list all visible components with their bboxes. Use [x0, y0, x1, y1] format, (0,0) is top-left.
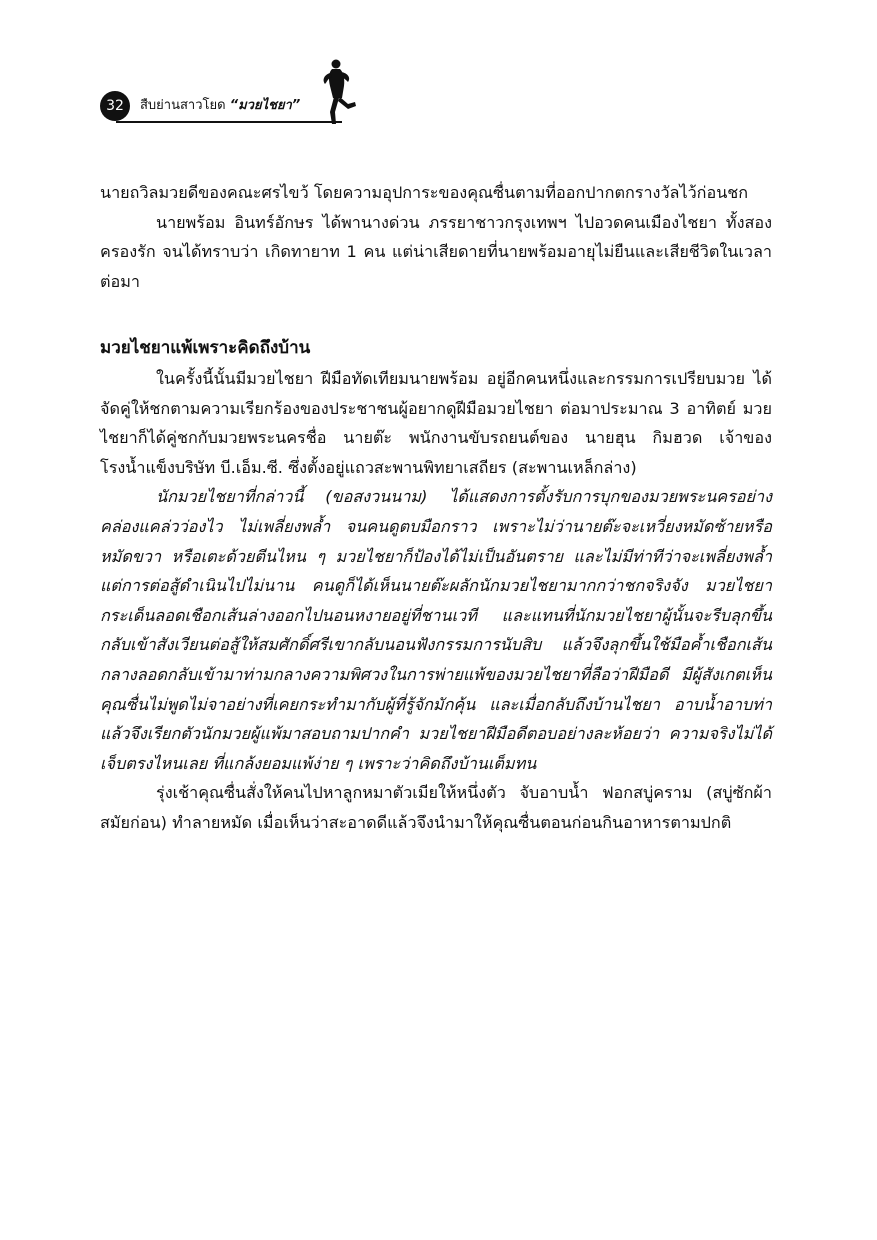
running-title-italic: “มวยไชยา”	[229, 98, 301, 113]
paragraph-3: ในครั้งนี้นั้นมีมวยไชยา ฝีมือทัดเทียมนายพร้อม อยู่อีกคนหนึ่งและกรรมการเปรียบมวย ได้จัดคู่ให้ชกตามความเรียกร้องของประชาชนผู้อยากดูฝีมือมวยไชยา ต่อมาประมาณ 3 อาทิตย์ มวยไชยาก็ได้คู่ชกกับมวยพระนครชื่อ นายต๊ะ พนักงานขับรถยนต์ของ นายฮุน กิมฮวด เจ้าของโรงน้ำแข็งบริษัท บี.เอ็ม.ซี. ซึ่งตั้งอยู่แถวสะพานพิทยาเสถียร (สะพานเหล็กล่าง)	[100, 368, 772, 477]
page-header	[96, 58, 356, 126]
paragraph-5: รุ่งเช้าคุณซื่นสั่งให้คนไปหาลูกหมาตัวเมียให้หนึ่งตัว จับอาบน้ำ ฟอกสบู่คราม (สบู่ซักผ้าสมัยก่อน) ทำลายหมัด เมื่อเห็นว่าสะอาดดีแล้วจึงนำมาให้คุณซื่นตอนก่อนกินอาหารตามปกติ	[100, 783, 772, 832]
page-content	[100, 178, 772, 837]
running-title-main: สืบย่านสาวโยด	[140, 98, 226, 113]
paragraph-4: นักมวยไชยาที่กล่าวนี้ (ขอสงวนนาม) ได้แสดงการตั้งรับการบุกของมวยพระนครอย่างคล่องแคล่วว่องไว ไม่เพลี่ยงพล้ำ จนคนดูตบมือกราว เพราะไม่ว่านายต๊ะจะเหวี่ยงหมัดซ้ายหรือหมัดขวา หรือเตะด้วยตีนไหน ๆ มวยไชยาก็ป้องได้ไม่เป็นอันตราย และไม่มีท่าทีว่าจะเพลี่ยงพล้ำ แต่การต่อสู้ดำเนินไปไม่นาน คนดูก็ได้เห็นนายต๊ะผลักนักมวยไชยามากกว่าชกจริงจัง มวยไชยากระเด็นลอดเชือกเส้นล่างออกไปนอนหงายอยู่ที่ชานเวที และแทนที่นักมวยไชยาผู้นั้นจะรีบลุกขึ้นกลับเข้าสังเวียนต่อสู้ให้สมศักดิ์ศรีเขากลับนอนฟังกรรมการนับสิบ แล้วจึงลุกขึ้นใช้มือค้ำเชือกเส้นกลางลอดกลับเข้ามาท่ามกลางความพิศวงในการพ่ายแพ้ของมวยไชยาที่ลือว่าฝีมือดี มีผู้สังเกตเห็นคุณซื่นไม่พูดไม่จาอย่างที่เคยกระทำมากับผู้ที่รู้จักมักคุ้น และเมื่อกลับถึงบ้านไชยา อาบน้ำอาบท่าแล้วจึงเรียกตัวนักมวยผู้แพ้มาสอบถามปากคำ มวยไชยาฝีมือดีตอบอย่างละห้อยว่า ความจริงไม่ได้เจ็บตรงไหนเลย ที่แกล้งยอมแพ้ง่าย ๆ เพราะว่าคิดถึงบ้านเต็มทน	[100, 487, 772, 773]
page-number: 32	[100, 91, 130, 121]
header-rule	[116, 121, 342, 123]
boxer-silhouette-icon	[318, 58, 358, 126]
running-title	[140, 94, 300, 115]
paragraph-2: นายพร้อม อินทร์อักษร ได้พานางด่วน ภรรยาชาวกรุงเทพฯ ไปอวดคนเมืองไชยา ทั้งสองครองรัก จนได้ทราบว่า เกิดทายาท 1 คน แต่น่าเสียดายที่นายพร้อมอายุไม่ยืนและเสียชีวิตในเวลาต่อมา	[100, 212, 772, 291]
section-heading: มวยไชยาแพ้เพราะคิดถึงบ้าน	[100, 338, 311, 359]
paragraph-1: นายถวิลมวยดีของคณะศรไขว้ โดยความอุปการะของคุณซื่นตามที่ออกปากตกรางวัลไว้ก่อนชก	[100, 183, 749, 202]
